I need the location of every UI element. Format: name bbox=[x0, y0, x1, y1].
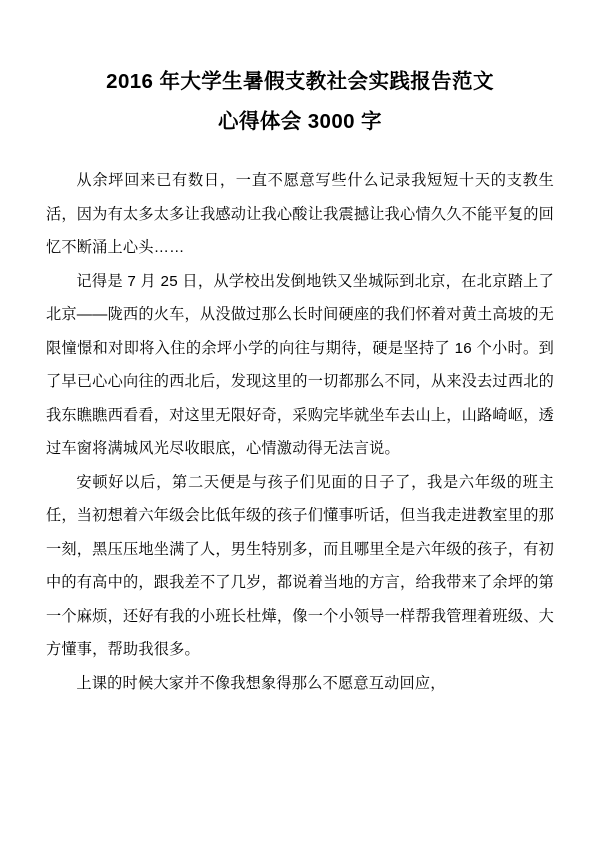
page-title bbox=[46, 62, 554, 142]
title-line-1: 2016 年大学生暑假支教社会实践报告范文 bbox=[106, 70, 494, 93]
paragraph: 从余坪回来已有数日，一直不愿意写些什么记录我短短十天的支教生活，因为有太多太多让我感动让我心酸让我震撼让我心情久久不能平复的回忆不断涌上心头…… bbox=[46, 172, 554, 256]
paragraph: 安顿好以后，第二天便是与孩子们见面的日子了，我是六年级的班主任，当初想着六年级会比低年级的孩子们懂事听话，但当我走进教室里的那一刻，黑压压地坐满了人，男生特别多，而且哪里全是六年级的孩子，有初中的有高中的，跟我差不了几岁，都说着当地的方言，给我带来了余坪的第一个麻烦，还好有我的小班长杜燁，像一个小领导一样帮我管理着班级、大方懂事，帮助我很多。 bbox=[46, 473, 554, 658]
paragraph: 上课的时候大家并不像我想象得那么不愿意互动回应， bbox=[76, 674, 446, 692]
paragraph: 记得是 7 月 25 日，从学校出发倒地铁又坐城际到北京，在北京踏上了北京——陇西的火车，从没做过那么长时间硬座的我们怀着对黄土高坡的无限憧憬和对即将入住的余坪小学的向往与期待，硬是坚持了 16 个小时。到了早已心心向往的西北后，发现这里的一切都那么不同，从来没去过西北的我东瞧瞧西看看，对这里无限好奇，采购完毕就坐车去山上，山路崎岖，透过车窗将满城风光尽收眼底，心情激动得无法言说。 bbox=[46, 272, 554, 457]
title-line-2: 心得体会 3000 字 bbox=[218, 110, 382, 133]
document-body bbox=[46, 164, 554, 700]
